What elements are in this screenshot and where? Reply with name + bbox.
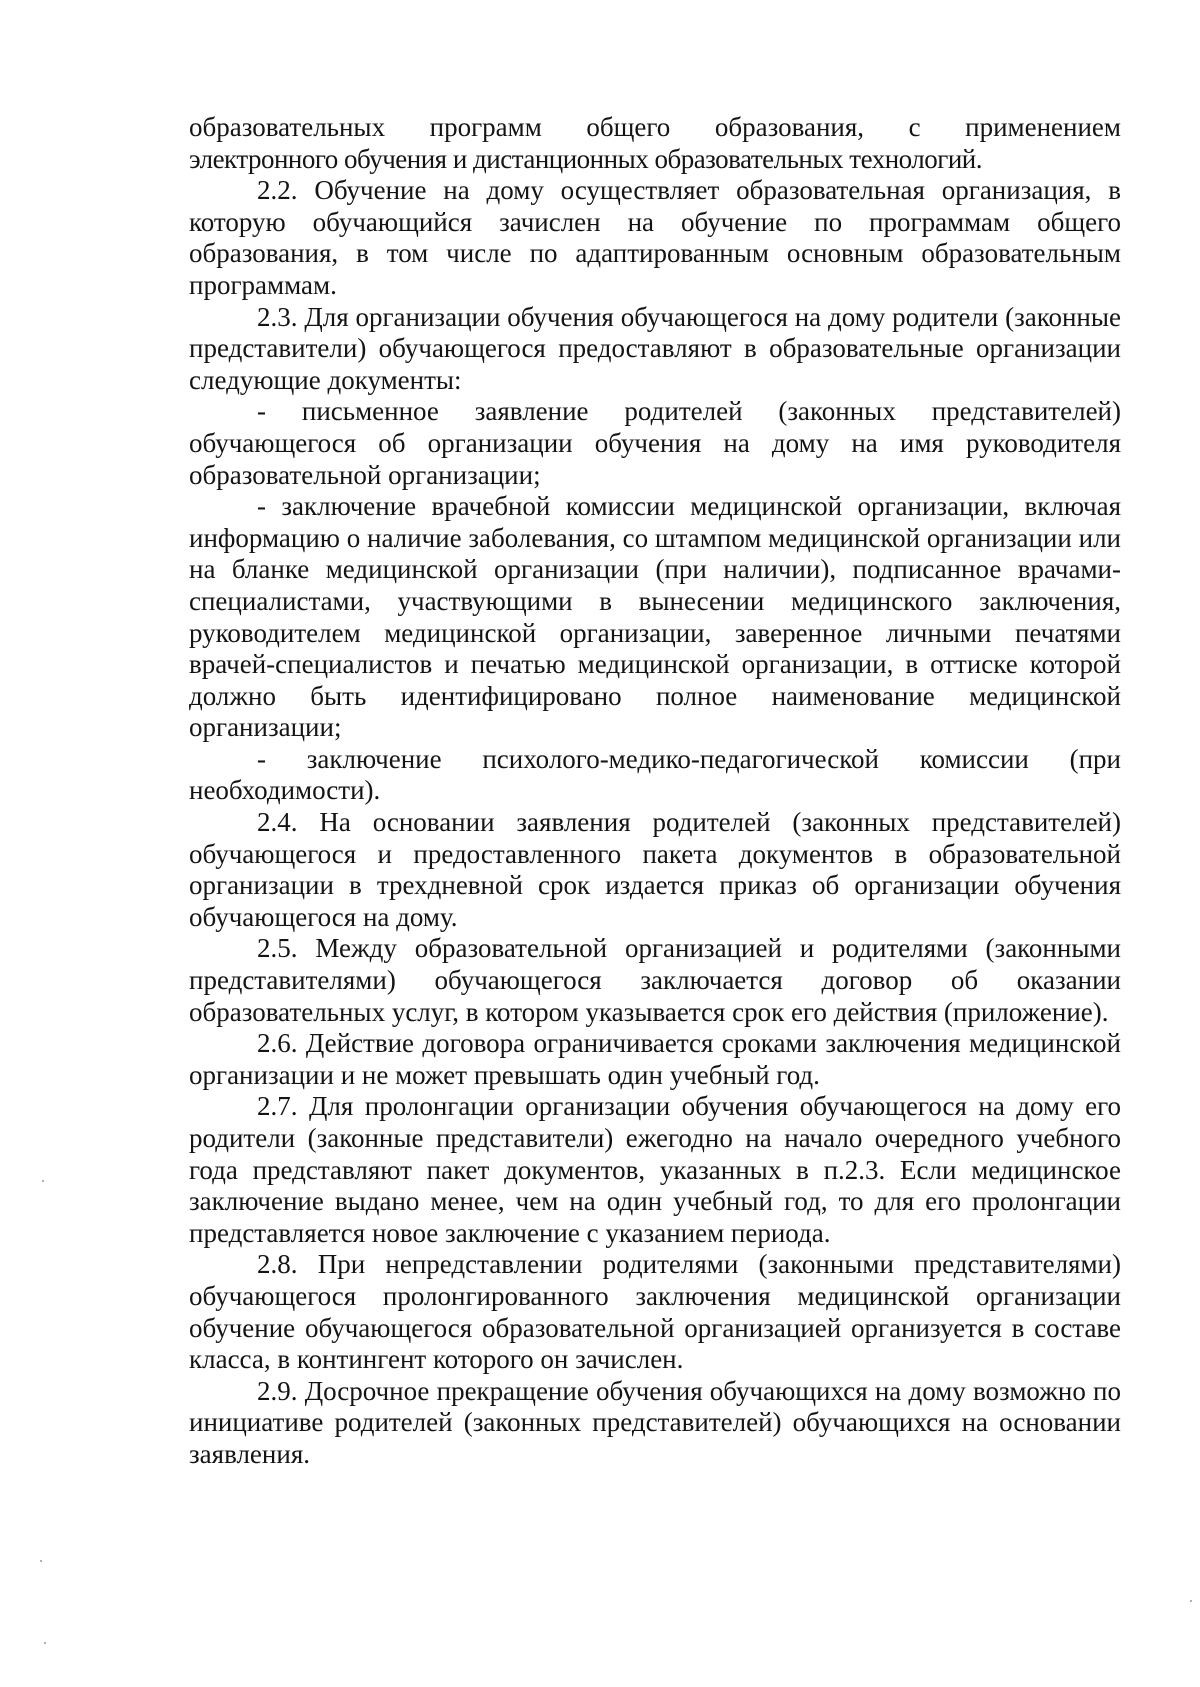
- list-item-pmpk-conclusion: - заключение психолого-медико-педагогической комиссии (при необходимости).: [189, 743, 1121, 806]
- paragraph-continuation: [189, 112, 1121, 144]
- scan-speck: [44, 1642, 46, 1644]
- scan-speck: [42, 1180, 44, 1182]
- paragraph-2-4: 2.4. На основании заявления родителей (законных представителей) обучающегося и предоставленного пакета документов в образовательной организации в трехдневной срок издается приказ об организации обучения обучающегося на дому.: [189, 807, 1121, 932]
- list-item-medical-conclusion: - заключение врачебной комиссии медицинской организации, включая информацию о наличие заболевания, со штампом медицинской организации или на бланке медицинской организации (при наличии), подписанное врачами-специалистами, участвующими в вынесении медицинского заключения, руководителем медицинской организации, заверенное личными печатями врачей-специалистов и печатью медицинской организации, в оттиске которой должно быть идентифицировано полное наименование медицинской организации;: [189, 491, 1121, 743]
- scan-speck: [1190, 1600, 1192, 1602]
- paragraph-2-3: 2.3. Для организации обучения обучающегося на дому родители (законные представители) обучающегося предоставляют в образовательные организации следующие документы:: [189, 301, 1121, 395]
- scan-speck: [40, 1560, 42, 1562]
- paragraph-continuation-end: [189, 144, 1121, 176]
- list-item-application: - письменное заявление родителей (законных представителей) обучающегося об организации обучения на дому на имя руководителя образовательной организации;: [189, 396, 1121, 490]
- paragraph-2-7: 2.7. Для пролонгации организации обучения обучающегося на дому его родители (законные представители) ежегодно на начало очередного учебного года представляют пакет документов, указанных в п.2.3. Если медицинское заключение выдано менее, чем на один учебный год, то для его пролонгации представляется новое заключение с указанием периода.: [189, 1091, 1121, 1248]
- paragraph-2-6: 2.6. Действие договора ограничивается сроками заключения медицинской организации и не может превышать один учебный год.: [189, 1028, 1121, 1090]
- paragraph-2-8: 2.8. При непредставлении родителями (законными представителями) обучающегося пролонгированного заключения медицинской организации обучение обучающегося образовательной организацией организуется в составе класса, в контингент которого он зачислен.: [189, 1249, 1121, 1375]
- paragraph-continuation-line-2: электронного обучения и дистанционных образовательных технологий.: [189, 143, 982, 174]
- document-body: [189, 112, 1121, 1471]
- paragraph-2-5: 2.5. Между образовательной организацией и родителями (законными представителями) обучающегося заключается договор об оказании образовательных услуг, в котором указывается срок его действия (приложение).: [189, 933, 1121, 1027]
- paragraph-2-2: 2.2. Обучение на дому осуществляет образовательная организация, в которую обучающийся зачислен на обучение по программам общего образования, в том числе по адаптированным основным образовательным программам.: [189, 175, 1121, 300]
- paragraph-2-9: 2.9. Досрочное прекращение обучения обучающихся на дому возможно по инициативе родителей (законных представителей) обучающихся на основании заявления.: [189, 1375, 1121, 1469]
- paragraph-continuation-line-1: образовательных программ общего образования, с применением: [189, 112, 1121, 142]
